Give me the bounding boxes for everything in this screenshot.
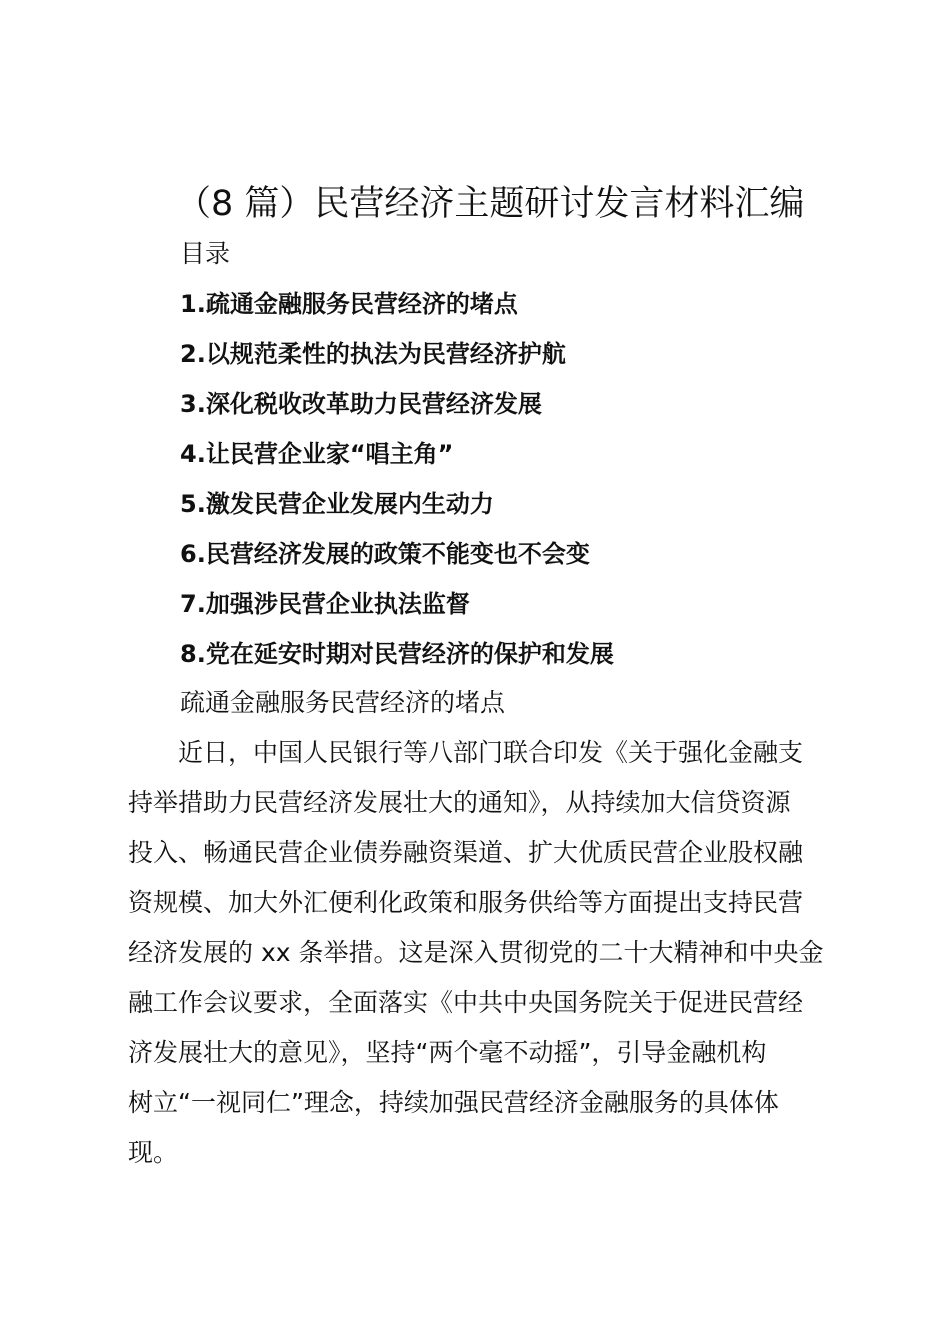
toc-item-7: 7.加强涉民营企业执法监督 — [180, 590, 470, 618]
toc-item-3: 3.深化税收改革助力民营经济发展 — [180, 390, 542, 418]
document-title: （8 篇）民营经济主题研讨发言材料汇编 — [176, 184, 805, 224]
toc-item-5: 5.激发民营企业发展内生动力 — [180, 490, 494, 518]
paragraph-line: 树立“一视同仁”理念，持续加强民营经济金融服务的具体体 — [128, 1088, 779, 1117]
paragraph-line: 资规模、加大外汇便利化政策和服务供给等方面提出支持民营 — [128, 888, 804, 917]
table-of-contents — [180, 282, 614, 682]
paragraph-line: 经济发展的 xx 条举措。这是深入贯彻党的二十大精神和中央金 — [128, 938, 824, 967]
paragraph-line: 济发展壮大的意见》，坚持“两个毫不动摇”，引导金融机构 — [128, 1038, 767, 1067]
toc-item-6: 6.民营经济发展的政策不能变也不会变 — [180, 540, 590, 568]
paragraph-line: 持举措助力民营经济发展壮大的通知》，从持续加大信贷资源 — [128, 788, 791, 817]
toc-heading: 目录 — [180, 239, 231, 268]
paragraph-line: 融工作会议要求，全面落实《中共中央国务院关于促进民营经 — [128, 988, 804, 1017]
toc-item-1: 1.疏通金融服务民营经济的堵点 — [180, 290, 518, 318]
toc-item-8: 8.党在延安时期对民营经济的保护和发展 — [180, 640, 614, 668]
toc-item-4: 4.让民营企业家“唱主角” — [180, 440, 454, 468]
paragraph-line: 近日，中国人民银行等八部门联合印发《关于强化金融支 — [178, 738, 804, 767]
body-paragraph — [128, 728, 834, 1178]
section-title: 疏通金融服务民营经济的堵点 — [180, 688, 506, 717]
paragraph-line: 投入、畅通民营企业债券融资渠道、扩大优质民营企业股权融 — [128, 838, 804, 867]
paragraph-line: 现。 — [128, 1138, 179, 1167]
toc-item-2: 2.以规范柔性的执法为民营经济护航 — [180, 340, 566, 368]
